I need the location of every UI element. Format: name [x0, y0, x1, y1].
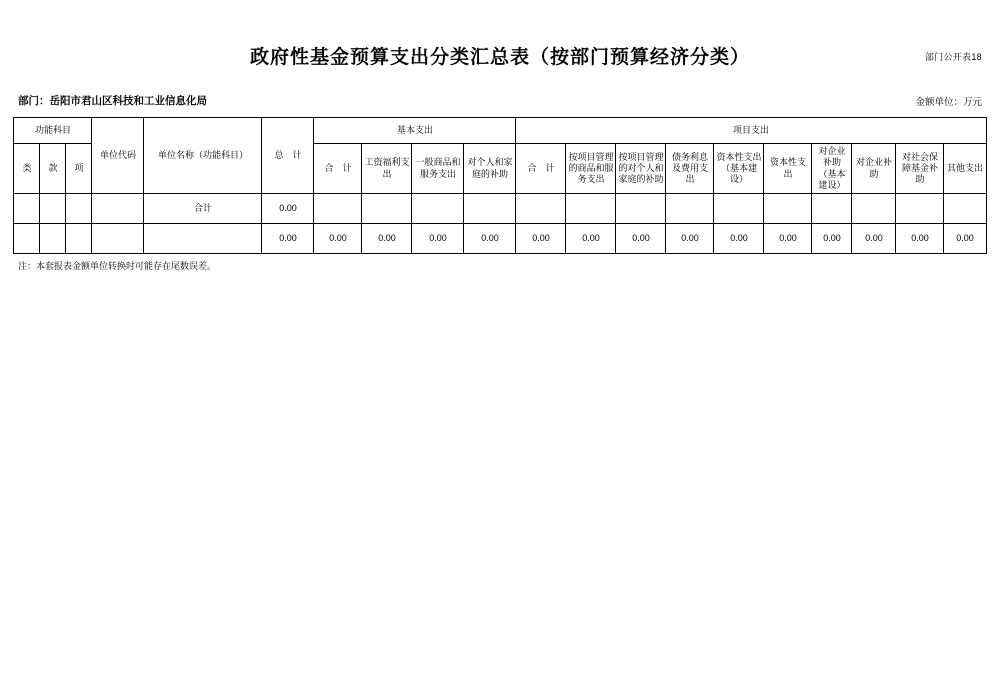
cell-lei [14, 224, 40, 254]
table-row [14, 194, 986, 224]
header-lei: 类 [14, 144, 40, 194]
header-project-enterprise-basic: 对企业补助（基本建设） [812, 144, 852, 194]
document-page [0, 42, 1000, 677]
cell-basic-total: 0.00 [314, 224, 362, 254]
header-project-expenditure: 项目支出 [516, 118, 986, 144]
header-project-goods-services: 按项目管理的商品和服务支出 [566, 144, 616, 194]
budget-table [13, 117, 986, 254]
cell-xiang [66, 224, 92, 254]
header-project-personal-family: 按项目管理的对个人和家庭的补助 [616, 144, 666, 194]
amount-unit: 金额单位：万元 [915, 97, 982, 108]
cell-basic-personal-family [464, 194, 516, 224]
cell-project-other [944, 194, 986, 224]
header-project-capital-basic: 资本性支出（基本建设） [714, 144, 764, 194]
cell-project-capital-basic: 0.00 [714, 224, 764, 254]
cell-project-personal-family [616, 194, 666, 224]
cell-lei [14, 194, 40, 224]
form-code: 部门公开表18 [924, 52, 982, 62]
header-unit-code: 单位代码 [92, 118, 144, 194]
cell-project-goods-services [566, 194, 616, 224]
cell-project-enterprise-basic: 0.00 [812, 224, 852, 254]
cell-basic-salary-welfare: 0.00 [362, 224, 412, 254]
cell-project-total: 0.00 [516, 224, 566, 254]
cell-unit-code [92, 194, 144, 224]
cell-project-enterprise [852, 194, 896, 224]
page-title: 政府性基金预算支出分类汇总表（按部门预算经济分类） [249, 47, 750, 68]
cell-basic-goods-services [412, 194, 464, 224]
cell-project-enterprise: 0.00 [852, 224, 896, 254]
header-kuan: 款 [40, 144, 66, 194]
header-function-subject: 功能科目 [14, 118, 92, 144]
cell-project-social-security [896, 194, 944, 224]
header-project-debt-interest: 债务利息及费用支出 [666, 144, 714, 194]
cell-unit-name [144, 224, 262, 254]
cell-total: 0.00 [262, 194, 314, 224]
cell-project-other: 0.00 [944, 224, 986, 254]
table-note: 注：本套报表金额单位转换时可能存在尾数误差。 [18, 261, 217, 271]
cell-unit-name: 合计 [144, 194, 262, 224]
header-basic-personal-family: 对个人和家庭的补助 [464, 144, 516, 194]
department-label: 部门： [18, 95, 50, 107]
cell-basic-goods-services: 0.00 [412, 224, 464, 254]
cell-project-goods-services: 0.00 [566, 224, 616, 254]
cell-project-capital-basic [714, 194, 764, 224]
cell-project-personal-family: 0.00 [616, 224, 666, 254]
cell-basic-salary-welfare [362, 194, 412, 224]
cell-project-social-security: 0.00 [896, 224, 944, 254]
header-project-other: 其他支出 [944, 144, 986, 194]
cell-kuan [40, 224, 66, 254]
table-row [14, 224, 986, 254]
cell-kuan [40, 194, 66, 224]
header-xiang: 项 [66, 144, 92, 194]
header-basic-goods-services: 一般商品和服务支出 [412, 144, 464, 194]
header-unit-name: 单位名称（功能科目） [144, 118, 262, 194]
header-project-total: 合 计 [516, 144, 566, 194]
department-line [18, 93, 207, 108]
cell-basic-personal-family: 0.00 [464, 224, 516, 254]
cell-project-capital [764, 194, 812, 224]
header-basic-expenditure: 基本支出 [314, 118, 516, 144]
cell-project-capital: 0.00 [764, 224, 812, 254]
cell-basic-total [314, 194, 362, 224]
cell-project-total [516, 194, 566, 224]
header-basic-salary-welfare: 工资福利支出 [362, 144, 412, 194]
cell-project-enterprise-basic [812, 194, 852, 224]
header-basic-total: 合 计 [314, 144, 362, 194]
meta-row [0, 93, 1000, 109]
cell-project-debt-interest: 0.00 [666, 224, 714, 254]
cell-unit-code [92, 224, 144, 254]
header-project-capital: 资本性支出 [764, 144, 812, 194]
cell-total: 0.00 [262, 224, 314, 254]
header-total: 总 计 [262, 118, 314, 194]
header-project-enterprise: 对企业补助 [852, 144, 896, 194]
header-project-social-security: 对社会保障基金补助 [896, 144, 944, 194]
cell-xiang [66, 194, 92, 224]
cell-project-debt-interest [666, 194, 714, 224]
department-name: 岳阳市君山区科技和工业信息化局 [49, 95, 207, 107]
